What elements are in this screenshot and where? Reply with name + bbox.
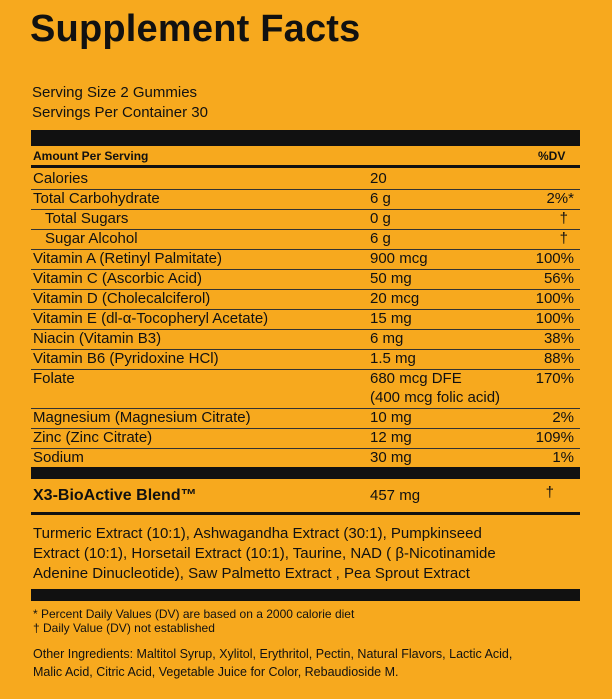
blend-ingredients [33, 524, 581, 584]
nutrient-amount: 15 mg [370, 310, 412, 327]
blend-name: X3-BioActive Blend™ [33, 487, 197, 504]
nutrient-amount: 20 [370, 170, 387, 187]
nutrient-dv: 38% [543, 330, 574, 347]
nutrient-name: Total Carbohydrate [33, 190, 160, 207]
nutrient-name: Magnesium (Magnesium Citrate) [33, 409, 251, 426]
nutrient-dv: 2%* [546, 190, 574, 207]
table-row [31, 170, 580, 189]
nutrient-dv: 88% [543, 350, 574, 367]
thick-divider-blend [31, 467, 580, 479]
nutrient-name: Folate [33, 370, 75, 387]
nutrient-dv: 1% [552, 449, 574, 466]
blend-dv: † [545, 484, 554, 501]
nutrient-name: Sodium [33, 449, 84, 466]
dv-header: %DV [538, 149, 566, 163]
nutrient-amount: 0 g [370, 210, 391, 227]
nutrient-dv: † [559, 210, 568, 227]
blend-ingredients-line: Extract (10:1), Horsetail Extract (10:1), Taurine, NAD ( β-Nicotinamide [33, 545, 496, 562]
nutrient-name: Sugar Alcohol [45, 230, 138, 247]
serving-size: Serving Size 2 Gummies [32, 84, 198, 101]
nutrient-name: Calories [33, 170, 89, 187]
other-ingredients-line: Other Ingredients: Maltitol Syrup, Xylitol, Erythritol, Pectin, Natural Flavors, Lactic Acid, [33, 647, 513, 661]
other-ingredients-line: Malic Acid, Citric Acid, Vegetable Juice for Color, Rebaudioside M. [33, 665, 399, 679]
page-title: Supplement Facts [30, 8, 361, 50]
table-row [31, 349, 580, 369]
other-ingredients [33, 645, 581, 681]
blend-ingredients-line: Turmeric Extract (10:1), Ashwagandha Extract (30:1), Pumpkinseed [33, 525, 482, 542]
nutrient-amount: 12 mg [370, 429, 412, 446]
nutrient-dv: 100% [535, 310, 574, 327]
header-divider [31, 165, 580, 168]
nutrient-name: Vitamin B6 (Pyridoxine HCl) [33, 350, 219, 367]
nutrient-dv: 2% [552, 409, 574, 426]
thick-divider-bottom [31, 589, 580, 601]
footnote-dv-not-established: † Daily Value (DV) not established [33, 621, 215, 635]
nutrient-amount: 20 mcg [370, 290, 420, 307]
nutrient-amount-note: (400 mcg folic acid) [370, 389, 501, 406]
nutrient-amount: 6 g [370, 230, 391, 247]
nutrient-name: Vitamin A (Retinyl Palmitate) [33, 250, 222, 267]
table-row [31, 289, 580, 309]
table-row [31, 408, 580, 428]
table-row [31, 229, 580, 249]
blend-divider [31, 512, 580, 515]
nutrient-amount: 50 mg [370, 270, 412, 287]
nutrient-name: Niacin (Vitamin B3) [33, 330, 162, 347]
nutrient-name: Zinc (Zinc Citrate) [33, 429, 153, 446]
thick-divider-top [31, 130, 580, 146]
table-row [31, 269, 580, 289]
table-row [31, 249, 580, 269]
nutrient-dv: 109% [535, 429, 574, 446]
footnotes [33, 607, 354, 635]
blend-ingredients-line: Adenine Dinucleotide), Saw Palmetto Extract , Pea Sprout Extract [33, 565, 470, 582]
nutrient-name: Vitamin E (dl-α-Tocopheryl Acetate) [33, 310, 269, 327]
blend-row [31, 484, 580, 509]
nutrient-dv: 56% [543, 270, 574, 287]
table-row [31, 209, 580, 229]
servings-per-container: Servings Per Container 30 [32, 104, 208, 121]
table-row [31, 428, 580, 448]
nutrient-dv: 100% [535, 250, 574, 267]
table-row [31, 309, 580, 329]
table-row [31, 369, 580, 408]
nutrient-name: Total Sugars [45, 210, 129, 227]
footnote-dv-basis: * Percent Daily Values (DV) are based on a 2000 calorie diet [33, 607, 355, 621]
table-row [31, 448, 580, 468]
nutrient-amount: 6 mg [370, 330, 404, 347]
nutrient-dv: 100% [535, 290, 574, 307]
nutrient-dv: † [559, 230, 568, 247]
nutrient-amount: 1.5 mg [370, 350, 416, 367]
nutrient-amount: 680 mcg DFE [370, 370, 462, 387]
nutrient-amount: 30 mg [370, 449, 412, 466]
nutrient-amount: 6 g [370, 190, 391, 207]
blend-amount: 457 mg [370, 487, 421, 504]
nutrient-name: Vitamin D (Cholecalciferol) [33, 290, 211, 307]
nutrient-name: Vitamin C (Ascorbic Acid) [33, 270, 202, 287]
amount-per-serving-header: Amount Per Serving [33, 149, 149, 163]
table-row [31, 189, 580, 209]
nutrient-amount: 900 mcg [370, 250, 428, 267]
nutrient-dv: 170% [535, 370, 574, 387]
table-row [31, 329, 580, 349]
nutrient-amount: 10 mg [370, 409, 412, 426]
